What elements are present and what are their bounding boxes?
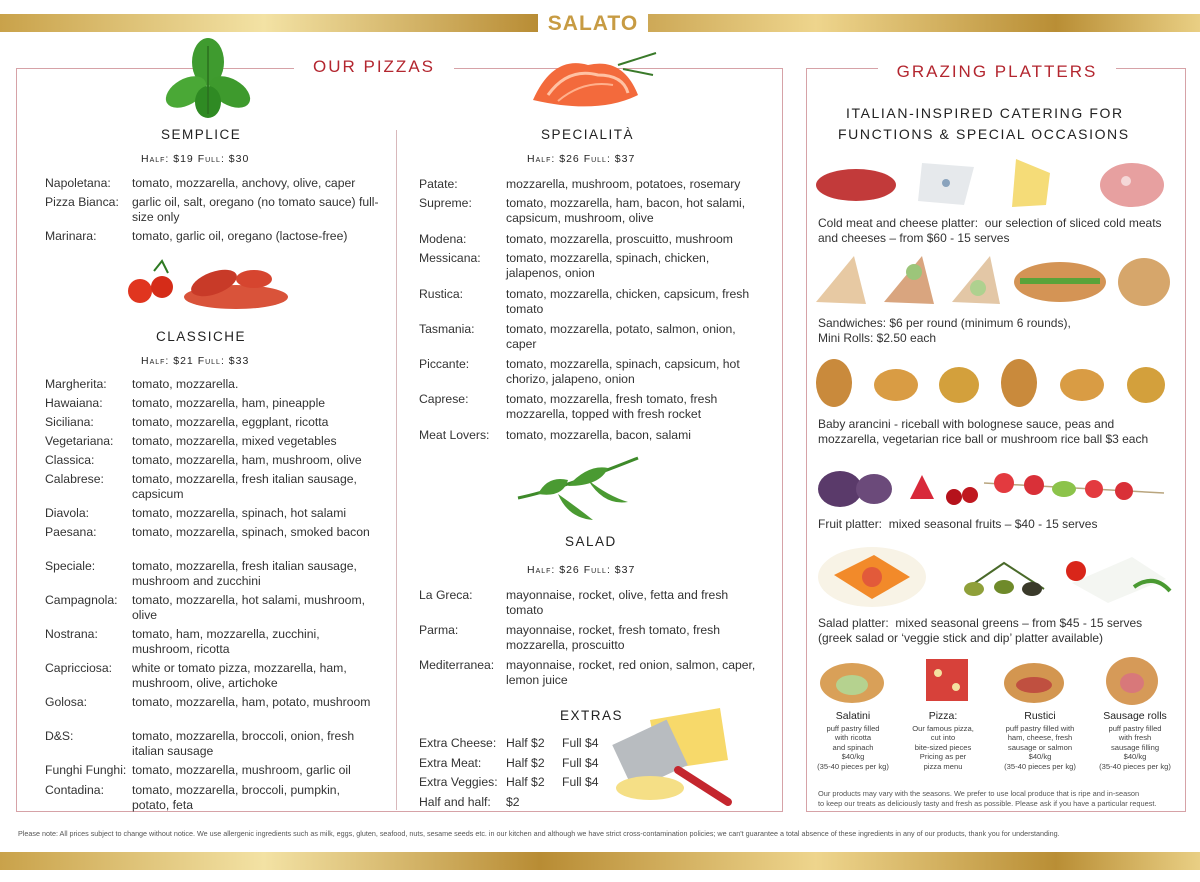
specialita-price: Half: $26 Full: $37 (527, 153, 636, 165)
menu-item-name: Rustica: (419, 287, 464, 301)
classiche-title: CLASSICHE (156, 329, 247, 344)
gold-banner-bottom (0, 852, 1200, 870)
menu-item-desc: tomato, mozzarella, mixed vegetables (132, 434, 337, 448)
menu-item-desc: tomato, mozzarella, ham, potato, mushroom (132, 695, 371, 709)
menu-item-name: Marinara: (45, 229, 97, 243)
menu-item-desc: tomato, mozzarella, eggplant, ricotta (132, 415, 329, 429)
menu-item-desc: tomato, mozzarella, spinach, capsicum, hot chorizo, jalapeno, onion (506, 357, 740, 386)
extras-half: $2 (506, 794, 520, 809)
menu-item-desc: tomato, mozzarella, ham, mushroom, olive (132, 453, 362, 467)
pastry-line: and spinach (832, 742, 874, 752)
menu-item-desc: tomato, mozzarella, spinach, hot salami (132, 506, 347, 520)
page-title: SALATO (538, 10, 648, 38)
menu-item-desc: tomato, mozzarella, mushroom, garlic oil (132, 763, 351, 777)
menu-item-name: Contadina: (45, 783, 104, 797)
pastry-line: with fresh (1118, 733, 1152, 742)
menu-item-name: Caprese: (419, 392, 469, 406)
menu-item-desc: garlic oil, salt, oregano (no tomato sauce) full-size only (132, 195, 379, 224)
menu-item-desc: mayonnaise, rocket, olive, fetta and fresh tomato (506, 588, 729, 617)
menu-item-desc: tomato, mozzarella, fresh italian sausage, mushroom and zucchini (132, 559, 357, 588)
basil-icon (158, 36, 258, 122)
fruit-label: Fruit platter: (818, 517, 883, 531)
menu-item-desc: tomato, mozzarella, broccoli, onion, fresh italian sausage (132, 729, 355, 758)
rocket-leaf-icon (508, 450, 648, 528)
menu-item-name: Supreme: (419, 196, 472, 210)
pastries-icon (818, 655, 1168, 707)
extras-half: Half $2 (506, 755, 545, 770)
fruit-desc: mixed seasonal fruits – $40 - 15 serves (888, 517, 1098, 531)
pastry-line: (35-40 pieces per kg) (817, 761, 889, 771)
menu-item-name: Diavola: (45, 506, 90, 520)
menu-item-desc: white or tomato pizza, mozzarella, ham, mushroom, olive, artichoke (132, 661, 347, 690)
extras-half: Half $2 (506, 736, 545, 750)
pastry-line: puff pastry filled (826, 723, 880, 733)
fruit-platter-icon (814, 455, 1169, 513)
pastry-line: $40/kg (841, 752, 865, 761)
menu-item-desc: tomato, mozzarella, bacon, salami (506, 428, 691, 442)
menu-item-desc: tomato, mozzarella, hot salami, mushroom, olive (132, 593, 366, 622)
menu-item-desc: tomato, mozzarella, proscuitto, mushroom (506, 232, 733, 246)
extras-name: Extra Cheese: (419, 736, 497, 750)
menu-item-name: Funghi Funghi: (45, 763, 127, 777)
menu-item-name: D&S: (45, 729, 74, 743)
classiche-price: Half: $21 Full: $33 (141, 355, 250, 367)
pastry-line: with ricotta (834, 733, 872, 742)
menu-item-name: Mediterranea: (419, 658, 495, 672)
menu-item-name: Meat Lovers: (419, 428, 490, 442)
pastry-line: cut into (930, 733, 956, 742)
pastry-line: $40/kg (1028, 752, 1052, 761)
specialita-title: SPECIALITÀ (541, 127, 635, 142)
pastry-line: Pricing as per (919, 752, 967, 761)
salad-platter-label: Salad platter: (818, 616, 889, 630)
pastry-title: Sausage rolls (1103, 710, 1167, 722)
pastry-caption (808, 712, 898, 771)
cold-meat-label: Cold meat and cheese platter: (818, 216, 979, 230)
pastry-title: Salatini (835, 710, 871, 722)
our-pizzas-title: OUR PIZZAS (294, 57, 454, 77)
menu-item-name: Hawaiana: (45, 396, 103, 410)
extras-full: Full $4 (562, 755, 599, 770)
menu-item-desc: tomato, mozzarella, ham, pineapple (132, 396, 326, 410)
arancini-text: Baby arancini - riceball with bolognese sauce, peas and mozzarella, vegetarian rice ball or mushroom rice ball $3 each (818, 417, 1149, 446)
grazing-platters-title: GRAZING PLATTERS (878, 62, 1116, 82)
pastry-caption (990, 712, 1090, 771)
arancini-icon (814, 355, 1169, 411)
pastry-line: $40/kg (1123, 752, 1147, 761)
menu-item-desc: mayonnaise, rocket, fresh tomato, fresh mozzarella, proscuitto (506, 623, 721, 652)
column-divider (396, 130, 397, 810)
menu-item-desc: tomato, garlic oil, oregano (lactose-free) (132, 229, 348, 243)
menu-item-name: Capricciosa: (45, 661, 113, 675)
extras-full: Full $4 (562, 775, 599, 789)
footer-note: Please note: All prices subject to change without notice. We use allergenic ingredients such as milk, eggs, gluten, seafood, nuts, sesame seeds etc. in our kitchen and although we have strict cross-contamination policies; we can't guarantee a total absence of these ingredients in any of our products, thank you for understanding. (18, 829, 1060, 838)
sandwiches-line-1: Sandwiches: $6 per round (minimum 6 rounds), (818, 316, 1071, 330)
pastry-line: pizza menu (923, 761, 963, 771)
sandwiches-line-2: Mini Rolls: $2.50 each (818, 331, 937, 345)
salmon-icon (528, 45, 658, 117)
menu-item-name: Speciale: (45, 559, 96, 573)
salad-platter-desc: mixed seasonal greens – from $45 - 15 serves (895, 616, 1143, 630)
pastry-line: Our famous pizza, (912, 723, 974, 733)
menu-item-name: Messicana: (419, 251, 481, 265)
sandwiches-icon (814, 252, 1174, 310)
pastry-line: (35-40 pieces per kg) (1004, 761, 1076, 771)
menu-item-desc: tomato, mozzarella, anchovy, olive, caper (132, 176, 356, 190)
menu-item-name: Parma: (419, 623, 459, 637)
pastry-line: ham, cheese, fresh (1007, 733, 1073, 742)
menu-item-name: Napoletana: (45, 176, 111, 190)
menu-item-desc: tomato, ham, mozzarella, zucchini, mushroom, ricotta (132, 627, 320, 656)
grazing-subtitle-2: FUNCTIONS & SPECIAL OCCASIONS (838, 126, 1130, 142)
menu-item-name: Piccante: (419, 357, 470, 371)
menu-item-name: Margherita: (45, 377, 107, 391)
salad-platter-icon (814, 543, 1174, 609)
extras-name: Half and half: (419, 794, 491, 809)
pastry-title: Pizza: (928, 710, 958, 722)
menu-item-name: Siciliana: (45, 415, 94, 429)
menu-item-desc: tomato, mozzarella, ham, bacon, hot salami, capsicum, mushroom, olive (506, 196, 746, 225)
menu-item-name: Campagnola: (45, 593, 118, 607)
menu-item-name: Paesana: (45, 525, 97, 539)
cold-meat-text (818, 216, 1166, 246)
pastry-line: bite-sized pieces (914, 742, 972, 752)
pastry-caption (1090, 712, 1180, 771)
menu-item-desc: tomato, mozzarella, fresh tomato, fresh mozzarella, topped with fresh rocket (506, 392, 718, 421)
semplice-price: Half: $19 Full: $30 (141, 153, 250, 165)
menu-item-name: Calabrese: (45, 472, 104, 486)
pastry-line: puff pastry filled (1108, 723, 1162, 733)
menu-item-name: La Greca: (419, 588, 473, 602)
extras-half: Half $2 (506, 775, 545, 789)
menu-item-desc: tomato, mozzarella, chicken, capsicum, fresh tomato (506, 287, 750, 316)
menu-item-name: Tasmania: (419, 322, 475, 336)
season-note-1: Our products may vary with the seasons. We prefer to use local produce that is ripe and in-season (818, 789, 1140, 798)
menu-item-desc: tomato, mozzarella. (132, 377, 239, 391)
pastry-line: sausage filling (1110, 742, 1160, 752)
menu-item-name: Nostrana: (45, 627, 98, 641)
salad-price: Half: $26 Full: $37 (527, 564, 636, 576)
cold-meat-cheese-icon (814, 155, 1169, 213)
salad-title: SALAD (565, 534, 617, 549)
fruit-text (818, 517, 1097, 532)
pastry-line: (35-40 pieces per kg) (1099, 761, 1171, 771)
menu-item-name: Classica: (45, 453, 95, 467)
menu-item-desc: tomato, mozzarella, spinach, chicken, jalapenos, onion (506, 251, 710, 280)
salad-platter-line-2: (greek salad or ‘veggie stick and dip’ platter available) (818, 631, 1104, 645)
extras-title: EXTRAS (560, 708, 624, 723)
salad-platter-text (818, 616, 1142, 631)
pastry-caption (900, 712, 986, 771)
grazing-subtitle-1: ITALIAN-INSPIRED CATERING FOR (846, 105, 1124, 121)
pastry-title: Rustici (1024, 710, 1056, 722)
menu-item-name: Patate: (419, 177, 458, 191)
pastry-line: puff pastry filled with (1005, 723, 1075, 733)
menu-item-desc: tomato, mozzarella, fresh italian sausage, capsicum (132, 472, 357, 501)
menu-item-desc: mozzarella, mushroom, potatoes, rosemary (506, 177, 741, 191)
extras-full: Full $4 (562, 736, 599, 750)
menu-item-desc: tomato, mozzarella, potato, salmon, onion, caper (506, 322, 736, 351)
tomato-salami-icon (124, 255, 294, 315)
menu-item-name: Modena: (419, 232, 467, 246)
cold-meat-desc: our selection of sliced cold meats and cheeses – from $60 - 15 serves (818, 216, 1162, 245)
semplice-title: SEMPLICE (161, 127, 242, 142)
extras-name: Extra Veggies: (419, 775, 498, 789)
menu-item-desc: tomato, mozzarella, spinach, smoked bacon (132, 525, 370, 539)
pastry-line: sausage or salmon (1007, 742, 1073, 752)
menu-item-desc: mayonnaise, rocket, red onion, salmon, caper, lemon juice (506, 658, 756, 687)
menu-item-name: Golosa: (45, 695, 88, 709)
menu-item-name: Vegetariana: (45, 434, 114, 448)
cheese-grater-icon (610, 700, 735, 810)
menu-item-name: Pizza Bianca: (45, 195, 119, 209)
season-note-2: to keep our treats as deliciously tasty and fresh as possible. Please ask if you have a particular request. (818, 799, 1157, 808)
extras-name: Extra Meat: (419, 755, 482, 770)
menu-item-desc: tomato, mozzarella, broccoli, pumpkin, potato, feta (132, 783, 340, 812)
